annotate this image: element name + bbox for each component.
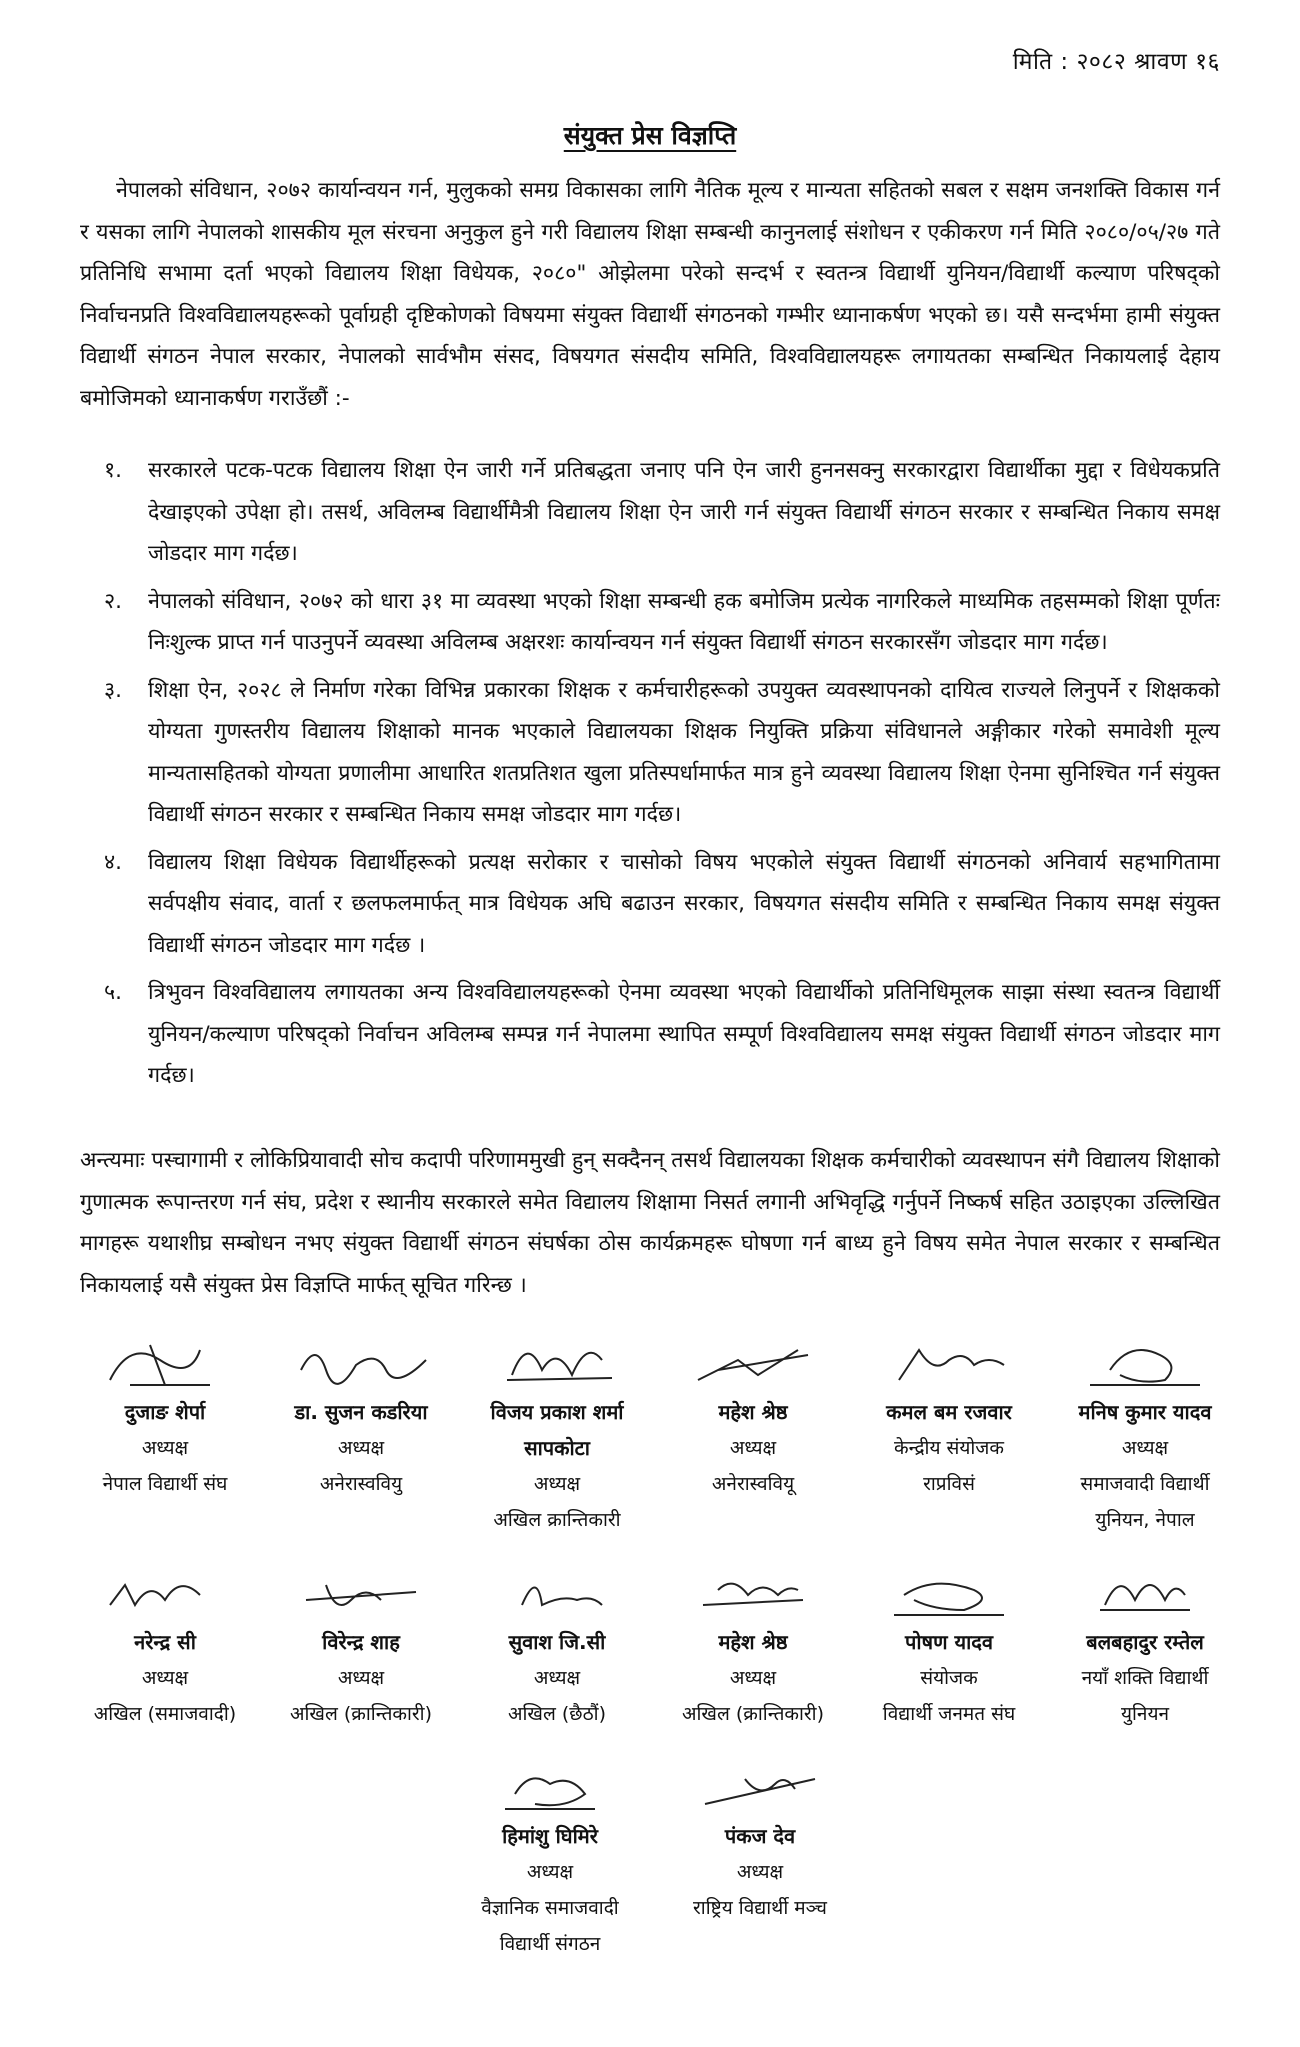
signatory-name: विरेन्द्र शाह xyxy=(322,1630,400,1654)
signature-image xyxy=(286,1560,436,1624)
demand-item xyxy=(80,972,1220,1097)
demand-number: ३. xyxy=(104,677,123,703)
signature-image xyxy=(678,1560,828,1624)
signatory-role: अध्यक्ष xyxy=(141,1667,189,1689)
signatory-role: अध्यक्ष xyxy=(526,1861,574,1883)
demand-item xyxy=(80,670,1220,836)
signatory xyxy=(854,1330,1044,1538)
demand-number: ४. xyxy=(104,849,123,875)
signature-image xyxy=(685,1754,835,1818)
demand-text: सरकारले पटक-पटक विद्यालय शिक्षा ऐन जारी गर्ने प्रतिबद्धता जनाए पनि ऐन जारी हुननसक्नु सरकारद्वारा विद्यार्थीका मुद्दा र विधेयकप्रति देखाइएको उपेक्षा हो। तसर्थ, अविलम्ब विद्यार्थीमैत्री विद्यालय शिक्षा ऐन जारी गर्न संयुक्त विद्यार्थी संगठन सरकार र सम्बन्धित निकाय समक्ष जोडदार माग गर्दछ। xyxy=(148,458,1220,566)
signatory-org: राप्रविसं xyxy=(923,1473,975,1495)
signature-image xyxy=(874,1330,1024,1394)
signatory-role: अध्यक्ष xyxy=(729,1437,777,1459)
signature-image xyxy=(482,1330,632,1394)
signatory-name: दुजाङ शेर्पा xyxy=(124,1400,206,1424)
signatory-name: हिमांशु घिमिरे xyxy=(502,1824,598,1848)
signatory-role: नयाँ शक्ति विद्यार्थी xyxy=(1081,1667,1209,1689)
document-title: संयुक्त प्रेस विज्ञप्ति xyxy=(563,121,737,150)
signatory-org-line2: विद्यार्थी संगठन xyxy=(499,1933,601,1955)
signatory xyxy=(658,1330,848,1538)
signatory-org: नेपाल विद्यार्थी संघ xyxy=(102,1473,228,1495)
signatory xyxy=(462,1560,652,1732)
signatory xyxy=(70,1560,260,1732)
signatory-name-line2: सापकोटा xyxy=(524,1436,590,1460)
signatory xyxy=(455,1754,645,1962)
signatory-org: राष्ट्रिय विद्यार्थी मञ्च xyxy=(693,1897,827,1919)
signatory-role: अध्यक्ष xyxy=(533,1667,581,1689)
signatory-org: अखिल (छैठौं) xyxy=(507,1703,606,1725)
signatory xyxy=(854,1560,1044,1732)
document-date: मिति : २०८२ श्रावण १६ xyxy=(1012,49,1220,75)
signatory-org: युनियन xyxy=(1120,1703,1170,1725)
signatory-role: केन्द्रीय संयोजक xyxy=(893,1437,1004,1459)
signatory-name: डा. सुजन कडरिया xyxy=(294,1400,428,1424)
signatory-org: विद्यार्थी जनमत संघ xyxy=(882,1703,1016,1725)
signature-image xyxy=(90,1330,240,1394)
signatory xyxy=(462,1330,652,1538)
demand-text: त्रिभुवन विश्वविद्यालय लगायतका अन्य विश्वविद्यालयहरूको ऐनमा व्यवस्था भएको विद्यार्थीको प्रतिनिधिमूलक साझा संस्था स्वतन्त्र विद्यार्थी युनियन/कल्याण परिषद्को निर्वाचन अविलम्ब सम्पन्न गर्न नेपालमा स्थापित सम्पूर्ण विश्वविद्यालय समक्ष संयुक्त विद्यार्थी संगठन जोडदार माग गर्दछ। xyxy=(148,980,1220,1088)
signatory xyxy=(658,1560,848,1732)
signatory-org: अखिल क्रान्तिकारी xyxy=(493,1509,621,1531)
signatory-org-line2: युनियन, नेपाल xyxy=(1095,1509,1195,1531)
signatory-role: अध्यक्ष xyxy=(337,1437,385,1459)
conclusion-paragraph: अन्त्यमाः पस्चागामी र लोकिप्रियावादी सोच कदापी परिणाममुखी हुन् सक्दैनन् तसर्थ विद्यालयका शिक्षक कर्मचारीको व्यवस्थापन संगै विद्यालय शिक्षाको गुणात्मक रूपान्तरण गर्न संघ, प्रदेश र स्थानीय सरकारले समेत विद्यालय शिक्षामा निसर्त लगानी अभिवृद्धि गर्नुपर्ने निष्कर्ष सहित उठाइएका उल्लिखित मागहरू यथाशीघ्र सम्बोधन नभए संयुक्त विद्यार्थी संगठन संघर्षका ठोस कार्यक्रमहरू घोषणा गर्न बाध्य हुने विषय समेत नेपाल सरकार र सम्बन्धित निकायलाई यसै संयुक्त प्रेस विज्ञप्ति मार्फत् सूचित गरिन्छ । xyxy=(80,1148,1220,1298)
signatory-org: वैज्ञानिक समाजवादी xyxy=(481,1897,619,1919)
signatory-name: महेश श्रेष्ठ xyxy=(718,1400,788,1424)
signatory-role: अध्यक्ष xyxy=(337,1667,385,1689)
signatory xyxy=(1050,1560,1240,1732)
signatory-row xyxy=(70,1754,1240,1962)
demand-text: शिक्षा ऐन, २०२८ ले निर्माण गरेका विभिन्न प्रकारका शिक्षक र कर्मचारीहरूको उपयुक्त व्यवस्थापनको दायित्व राज्यले लिनुपर्ने र शिक्षकको योग्यता गुणस्तरीय विद्यालय शिक्षाको मानक भएकाले विद्यालयका शिक्षक नियुक्ति प्रक्रिया संविधानले अङ्गीकार गरेको समावेशी मूल्य मान्यतासहितको योग्यता प्रणालीमा आधारित शतप्रतिशत खुला प्रतिस्पर्धामार्फत मात्र हुने व्यवस्था विद्यालय शिक्षा ऐनमा सुनिश्चित गर्न संयुक्त विद्यार्थी संगठन सरकार र सम्बन्धित निकाय समक्ष जोडदार माग गर्दछ। xyxy=(148,677,1220,827)
signature-image xyxy=(475,1754,625,1818)
signatory xyxy=(266,1330,456,1538)
signatory-role: अध्यक्ष xyxy=(729,1667,777,1689)
signatory-row xyxy=(70,1560,1240,1732)
signatory-org: अखिल (क्रान्तिकारी) xyxy=(681,1703,825,1725)
signatory-name: मनिष कुमार यादव xyxy=(1078,1400,1212,1424)
signatory-name: विजय प्रकाश शर्मा xyxy=(490,1400,624,1424)
demand-text: विद्यालय शिक्षा विधेयक विद्यार्थीहरूको प्रत्यक्ष सरोकार र चासोको विषय भएकोले संयुक्त विद्यार्थी संगठनको अनिवार्य सहभागितामा सर्वपक्षीय संवाद, वार्ता र छलफलमार्फत् मात्र विधेयक अघि बढाउन सरकार, विषयगत संसदीय समिति र सम्बन्धित निकाय समक्ष संयुक्त विद्यार्थी संगठन जोडदार माग गर्दछ । xyxy=(148,849,1220,958)
signatory xyxy=(1050,1330,1240,1538)
signatory-name: कमल बम रजवार xyxy=(886,1400,1012,1424)
signatory-org: समाजवादी विद्यार्थी xyxy=(1080,1473,1210,1495)
signatory-org: अखिल (समाजवादी) xyxy=(93,1703,237,1725)
signatory-name: बलबहादुर रम्तेल xyxy=(1086,1630,1204,1654)
signatory-role: संयोजक xyxy=(920,1667,978,1689)
signatory-name: सुवाश जि.सी xyxy=(508,1630,606,1654)
signatory-role: अध्यक्ष xyxy=(141,1437,189,1459)
demand-item xyxy=(80,450,1220,575)
signatory-name: पंकज देव xyxy=(724,1824,796,1848)
document-title-wrap xyxy=(0,118,1300,152)
signatory-role: अध्यक्ष xyxy=(736,1861,784,1883)
signatory-org: अनेरास्ववियु xyxy=(319,1473,403,1495)
signatory-name: महेश श्रेष्ठ xyxy=(718,1630,788,1654)
signature-image xyxy=(1070,1330,1220,1394)
signature-image xyxy=(482,1560,632,1624)
signatory xyxy=(266,1560,456,1732)
signatory-org: अनेरास्ववियू xyxy=(711,1473,795,1495)
signatory-role: अध्यक्ष xyxy=(533,1473,581,1495)
signatory xyxy=(665,1754,855,1962)
demand-text: नेपालको संविधान, २०७२ को धारा ३१ मा व्यवस्था भएको शिक्षा सम्बन्धी हक बमोजिम प्रत्येक नागरिकले माध्यमिक तहसम्मको शिक्षा पूर्णतः निःशुल्क प्राप्त गर्न पाउनुपर्ने व्यवस्था अविलम्ब अक्षरशः कार्यान्वयन गर्न संयुक्त विद्यार्थी संगठन सरकारसँग जोडदार माग गर्दछ। xyxy=(148,588,1220,655)
signature-image xyxy=(874,1560,1024,1624)
signature-image xyxy=(678,1330,828,1394)
demand-number: ५. xyxy=(104,980,123,1005)
signatories-block xyxy=(70,1330,1240,1984)
demand-item xyxy=(80,842,1220,967)
signatory-row xyxy=(70,1330,1240,1538)
signatory-name: नरेन्द्र सी xyxy=(134,1630,196,1654)
signature-image xyxy=(286,1330,436,1394)
signature-image xyxy=(90,1560,240,1624)
intro-paragraph: नेपालको संविधान, २०७२ कार्यान्वयन गर्न, मुलुकको समग्र विकासका लागि नैतिक मूल्य र मान्यता सहितको सबल र सक्षम जनशक्ति विकास गर्न र यसका लागि नेपालको शासकीय मूल संरचना अनुकुल हुने गरी विद्यालय शिक्षा सम्बन्धी कानुनलाई संशोधन र एकीकरण गर्न मिति २०८०/०५/२७ गते प्रतिनिधि सभामा दर्ता भएको विद्यालय शिक्षा विधेयक, २०८०" ओझेलमा परेको सन्दर्भ र स्वतन्त्र विद्यार्थी युनियन/विद्यार्थी कल्याण परिषद्को निर्वाचनप्रति विश्वविद्यालयहरूको पूर्वाग्रही दृष्टिकोणको विषयमा संयुक्त विद्यार्थी संगठनको गम्भीर ध्यानाकर्षण भएको छ। यसै सन्दर्भमा हामी संयुक्त विद्यार्थी संगठन नेपाल सरकार, नेपालको सार्वभौम संसद, विषयगत संसदीय समिति, विश्वविद्यालयहरू लगायतका सम्बन्धित निकायलाई देहाय बमोजिमको ध्यानाकर्षण गराउँछौं :- xyxy=(80,178,1220,411)
demand-number: १. xyxy=(104,458,123,483)
signatory-name: पोषण यादव xyxy=(904,1630,994,1654)
signature-image xyxy=(1070,1560,1220,1624)
signatory xyxy=(70,1330,260,1538)
demand-item xyxy=(80,581,1220,664)
signatory-role: अध्यक्ष xyxy=(1121,1437,1169,1459)
demand-number: २. xyxy=(104,588,123,614)
signatory-org: अखिल (क्रान्तिकारी) xyxy=(289,1703,433,1725)
demands-list xyxy=(80,450,1220,1103)
